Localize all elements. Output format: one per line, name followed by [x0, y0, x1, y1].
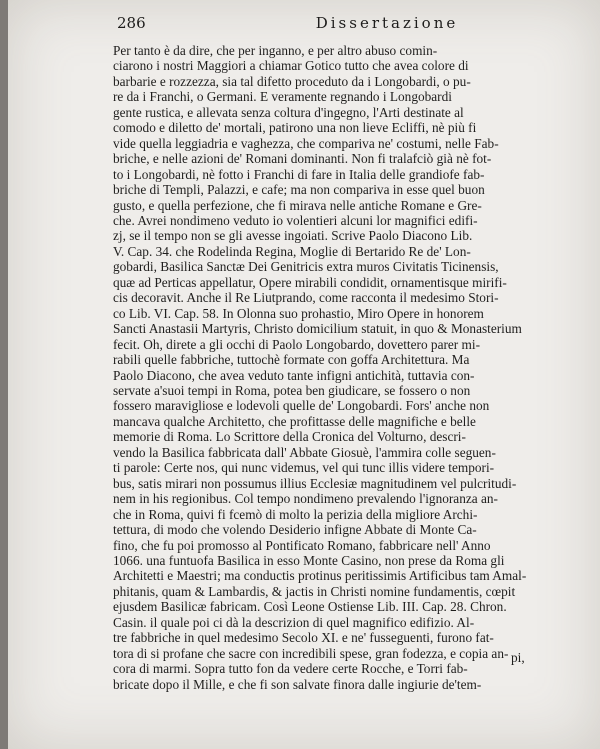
text-line: fino, che fu poi promosso al Pontificato Romano, fabbricare nell' Anno	[113, 537, 491, 553]
text-line: Architetti e Maestri; ma conductis protinus peritissimis Artificibus tam Amal-	[113, 568, 527, 584]
text-line: V. Cap. 34. che Rodelinda Regina, Moglie di Bertarido Re de' Lon-	[113, 243, 471, 259]
text-line: re da i Franchi, o Germani. E veramente regnando i Longobardi	[113, 89, 452, 105]
text-line: briche di Templi, Palazzi, e cafe; ma non compariva in esse quel buon	[113, 182, 485, 198]
page-header	[117, 12, 565, 38]
text-line: 1066. una funtuofa Basilica in esso Monte Casino, non prese da Roma gli	[113, 552, 505, 568]
text-line: bus, satis mirari non possumus illius Ecclesiæ magnitudinem vel pulcritudi-	[113, 475, 517, 491]
text-line: che in Roma, quivi fi fcemò di molto la perizia della migliore Archi-	[113, 506, 478, 522]
text-line: mancava qualche Architetto, che profittasse delle magnifiche e belle	[113, 413, 476, 429]
text-line: bricate dopo il Mille, e che fi son salvate finora dalle ingiurie de'tem-	[113, 676, 482, 692]
text-line: gente rustica, e allevata senza coltura d'ingegno, l'Arti destinate al	[113, 104, 464, 120]
text-line: Casin. il quale poi ci dà la descrizion di quel magnifico edifizio. Al-	[113, 614, 475, 630]
text-line: fecit. Oh, direte a gli occhi di Paolo Longobardo, dovettero parer mi-	[113, 336, 481, 352]
text-line: phitanis, quam & Lambardis, & jactis in Christi nomine fundamentis, cœpit	[113, 583, 516, 599]
text-line: vendo la Basilica fabbricata dall' Abbate Giosuè, l'ammira colle seguen-	[113, 444, 496, 460]
text-line: vide quella leggiadria e vaghezza, che compariva ne' costumi, nelle Fab-	[113, 135, 499, 151]
text-line: to i Longobardi, nè fotto i Franchi di fare in Italia delle grandiofe fab-	[113, 166, 485, 182]
text-line: Sancti Anastasii Martyris, Christo domicilium statuit, in quo & Monasterium	[113, 321, 522, 337]
text-line: ciarono i nostri Maggiori a chiamar Gotico tutto che avea colore di	[113, 58, 469, 74]
book-page	[8, 0, 600, 749]
page-number: 286	[117, 14, 146, 32]
body-text	[113, 43, 573, 692]
text-line: cora di marmi. Sopra tutto fon da vedere certe Rocche, e Torri fab-	[113, 661, 468, 677]
text-line: ti parole: Certe nos, qui nunc videmus, vel qui tunc illis videre tempori-	[113, 460, 495, 476]
text-line: barbarie e rozzezza, sia tal difetto proceduto da i Longobardi, o pu-	[113, 73, 471, 89]
text-line: fossero maravigliose e lodevoli quelle de' Longobardi. Fors' anche non	[113, 398, 490, 414]
text-line: zj, se il tempo non se gli avesse ingoiati. Scrive Paolo Diacono Lib.	[113, 228, 473, 244]
text-line: briche, e nelle azioni de' Romani dominanti. Non fi tralafciò già nè fot-	[113, 151, 492, 167]
book-spine-shadow	[0, 0, 8, 749]
text-line: gobardi, Basilica Sanctæ Dei Genitricis extra muros Civitatis Ticinensis,	[113, 259, 499, 275]
text-line: servate a'suoi tempi in Roma, potea ben giudicare, se fossero o non	[113, 382, 471, 398]
running-head: Dissertazione	[315, 14, 459, 32]
text-line: comodo e diletto de' mortali, patirono una non lieve Ecliffi, nè più fi	[113, 120, 477, 136]
text-line: Paolo Diacono, che avea veduto tante infigni antichità, tuttavia con-	[113, 367, 475, 383]
catchword: pi,	[511, 650, 525, 665]
text-line: nem in his regionibus. Col tempo nondimeno prevalendo l'ignoranza an-	[113, 491, 498, 507]
text-line: tettura, di modo che volendo Desiderio infigne Abbate di Monte Ca-	[113, 522, 477, 538]
text-line: ejusdem Basilicæ fabricam. Così Leone Ostiense Lib. III. Cap. 28. Chron.	[113, 599, 507, 615]
text-line: che. Avrei nondimeno veduto io volentieri alcuni lor magnifici edifi-	[113, 212, 478, 228]
text-line: tre fabbriche in quel medesimo Secolo XI. e ne' fusseguenti, furono fat-	[113, 630, 494, 646]
text-line: memorie di Roma. Lo Scrittore della Cronica del Volturno, descri-	[113, 429, 466, 445]
text-line: cis decoravit. Anche il Re Liutprando, come racconta il medesimo Stori-	[113, 290, 499, 306]
text-line: co Lib. VI. Cap. 58. In Olonna suo prohastio, Miro Opere in honorem	[113, 305, 484, 321]
text-line: tora di si profane che sacre con incredibili spese, gran fodezza, e copia an-	[113, 645, 509, 661]
text-line: Per tanto è da dire, che per inganno, e per altro abuso comin-	[113, 43, 438, 58]
text-line: gusto, e quella perfezione, che fi mirava nelle antiche Romane e Gre-	[113, 197, 482, 213]
text-line: rabili quelle fabbriche, tuttochè formate con goffa Architettura. Ma	[113, 352, 470, 368]
text-line: quæ ad Perticas appellatur, Opere mirabili condidit, ornamentisque mirifi-	[113, 274, 507, 290]
